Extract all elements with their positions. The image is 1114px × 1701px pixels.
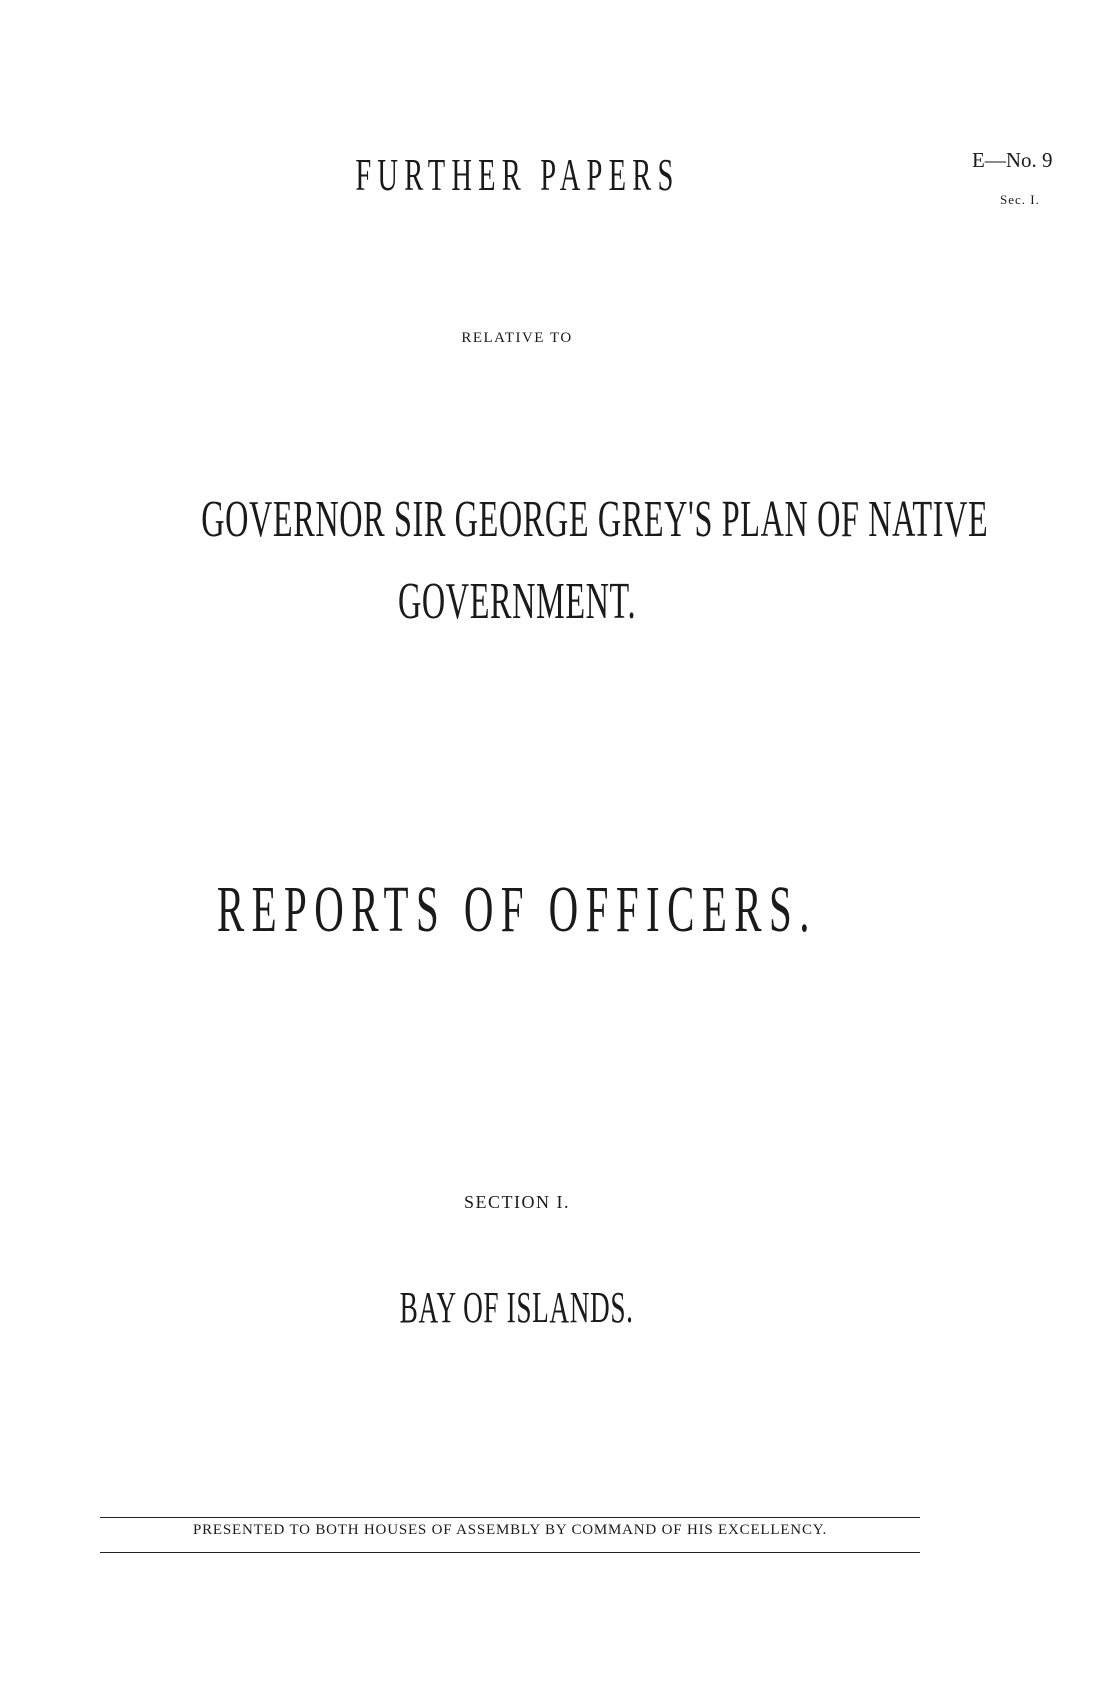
plan-title-line-1 [0,490,1074,549]
main-heading-line [0,872,1074,948]
main-heading: REPORTS OF OFFICERS. [216,873,818,946]
plan-title-line-2 [0,572,1074,631]
footer-rule-bottom [100,1552,920,1553]
presented-notice: PRESENTED TO BOTH HOUSES OF ASSEMBLY BY COMMAND OF HIS EXCELLENCY. [192,1522,827,1538]
relative-to-line [0,330,1074,347]
section-label: SECTION I. [464,1192,570,1212]
relative-to-text: RELATIVE TO [461,330,573,346]
plan-title-text-1: GOVERNOR SIR GEORGE GREY'S PLAN OF NATIVE [201,491,989,548]
document-title-line [0,148,1074,201]
reference-number: E—No. 9 [972,148,1053,172]
document-title: FURTHER PAPERS [354,149,680,200]
plan-title-text-2: GOVERNMENT. [397,573,637,630]
section-place-line [0,1282,1074,1333]
reference-section: Sec. I. [1000,192,1040,207]
footer-rule-top [100,1517,920,1518]
section-place: BAY OF ISLANDS. [400,1283,634,1332]
section-label-line [0,1192,1074,1213]
